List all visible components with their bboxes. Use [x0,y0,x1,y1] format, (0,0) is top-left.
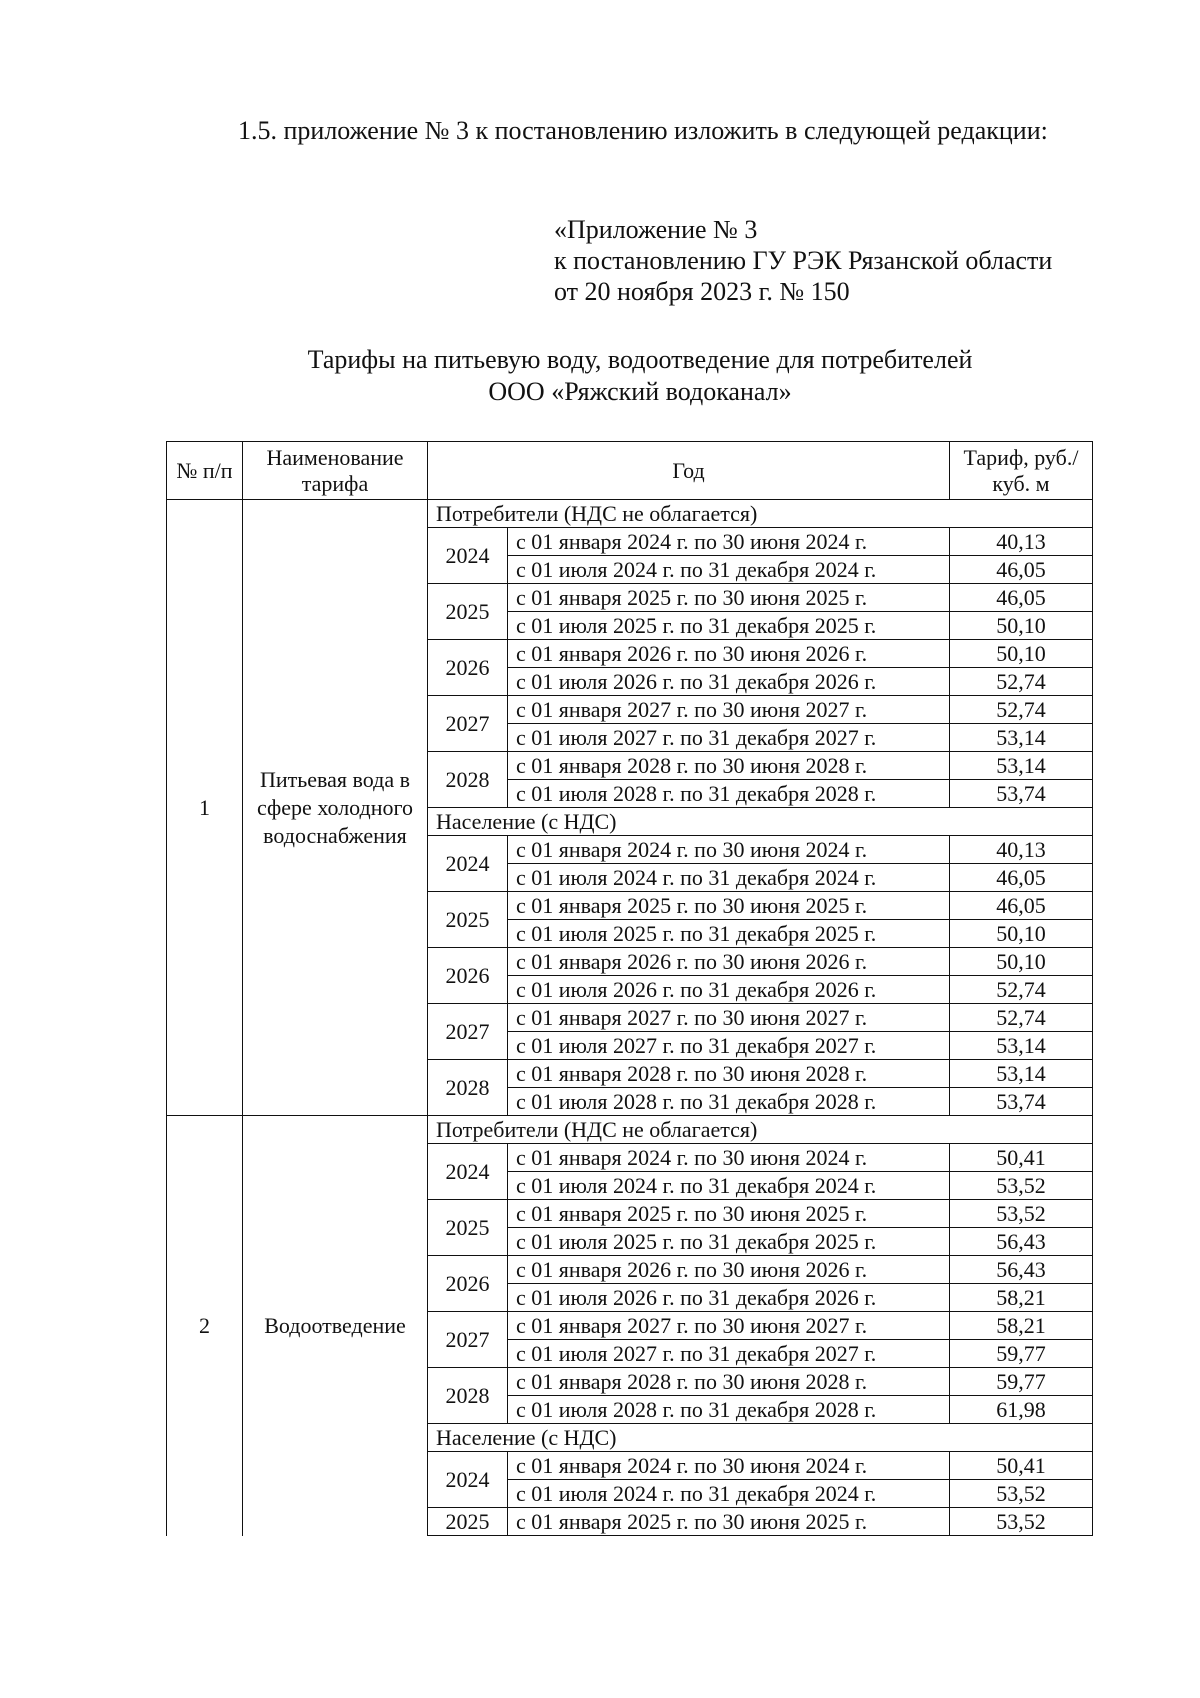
intro-paragraph [166,112,1114,149]
rate-cell: 50,41 [950,1452,1093,1480]
appendix-line-3: от 20 ноября 2023 г. № 150 [554,277,850,306]
rate-cell: 56,43 [950,1256,1093,1284]
rate-cell: 53,74 [950,1088,1093,1116]
period-cell: с 01 января 2027 г. по 30 июня 2027 г. [508,1312,950,1340]
period-cell: с 01 января 2025 г. по 30 июня 2025 г. [508,892,950,920]
period-cell: с 01 июля 2025 г. по 31 декабря 2025 г. [508,1228,950,1256]
rate-cell: 59,77 [950,1368,1093,1396]
rate-cell: 52,74 [950,696,1093,724]
period-cell: с 01 января 2026 г. по 30 июня 2026 г. [508,948,950,976]
period-cell: с 01 января 2028 г. по 30 июня 2028 г. [508,1060,950,1088]
period-cell: с 01 января 2026 г. по 30 июня 2026 г. [508,640,950,668]
period-cell: с 01 июля 2028 г. по 31 декабря 2028 г. [508,1088,950,1116]
rate-cell: 46,05 [950,864,1093,892]
period-cell: с 01 июля 2027 г. по 31 декабря 2027 г. [508,1340,950,1368]
category-row [167,500,1093,528]
rate-cell: 40,13 [950,528,1093,556]
year-cell: 2024 [428,836,508,892]
year-cell: 2025 [428,584,508,640]
rate-cell: 40,13 [950,836,1093,864]
rate-cell: 59,77 [950,1340,1093,1368]
period-cell: с 01 июля 2024 г. по 31 декабря 2024 г. [508,556,950,584]
rate-cell: 58,21 [950,1312,1093,1340]
appendix-line-2: к постановлению ГУ РЭК Рязанской области [554,246,1053,275]
period-cell: с 01 июля 2026 г. по 31 декабря 2026 г. [508,976,950,1004]
year-cell: 2028 [428,752,508,808]
rate-cell: 53,74 [950,780,1093,808]
period-cell: с 01 января 2024 г. по 30 июня 2024 г. [508,1144,950,1172]
year-cell: 2024 [428,528,508,584]
period-cell: с 01 января 2028 г. по 30 июня 2028 г. [508,752,950,780]
year-cell: 2028 [428,1060,508,1116]
period-cell: с 01 января 2028 г. по 30 июня 2028 г. [508,1368,950,1396]
appendix-heading [554,214,1154,307]
header-num: № п/п [167,442,243,500]
rate-cell: 58,21 [950,1284,1093,1312]
period-cell: с 01 января 2025 г. по 30 июня 2025 г. [508,584,950,612]
rate-cell: 52,74 [950,1004,1093,1032]
rate-cell: 50,10 [950,612,1093,640]
year-cell: 2025 [428,1508,508,1536]
header-name: Наименование тарифа [243,442,428,500]
rate-cell: 53,14 [950,1060,1093,1088]
year-cell: 2027 [428,1004,508,1060]
tariff-table-body [167,442,1093,1536]
rate-cell: 46,05 [950,556,1093,584]
row-number: 2 [167,1116,243,1536]
rate-cell: 53,14 [950,1032,1093,1060]
row-number: 1 [167,500,243,1116]
rate-cell: 52,74 [950,976,1093,1004]
period-cell: с 01 января 2027 г. по 30 июня 2027 г. [508,696,950,724]
intro-text: 1.5. приложение № 3 к постановлению изложить в следующей редакции: [238,116,1048,145]
header-year: Год [428,442,950,500]
rate-cell: 46,05 [950,892,1093,920]
document-title [166,344,1114,408]
category-row [167,1116,1093,1144]
consumer-category: Потребители (НДС не облагается) [428,500,1093,528]
period-cell: с 01 января 2024 г. по 30 июня 2024 г. [508,528,950,556]
period-cell: с 01 июля 2025 г. по 31 декабря 2025 г. [508,920,950,948]
header-rate: Тариф, руб./куб. м [950,442,1093,500]
year-cell: 2026 [428,948,508,1004]
year-cell: 2026 [428,1256,508,1312]
appendix-line-1: «Приложение № 3 [554,215,758,244]
period-cell: с 01 июля 2028 г. по 31 декабря 2028 г. [508,780,950,808]
rate-cell: 53,52 [950,1172,1093,1200]
period-cell: с 01 июля 2027 г. по 31 декабря 2027 г. [508,724,950,752]
consumer-category: Население (с НДС) [428,1424,1093,1452]
rate-cell: 53,14 [950,752,1093,780]
rate-cell: 53,52 [950,1508,1093,1536]
year-cell: 2027 [428,1312,508,1368]
period-cell: с 01 июля 2025 г. по 31 декабря 2025 г. [508,612,950,640]
year-cell: 2027 [428,696,508,752]
rate-cell: 50,41 [950,1144,1093,1172]
year-cell: 2028 [428,1368,508,1424]
rate-cell: 50,10 [950,640,1093,668]
consumer-category: Потребители (НДС не облагается) [428,1116,1093,1144]
period-cell: с 01 июля 2028 г. по 31 декабря 2028 г. [508,1396,950,1424]
period-cell: с 01 января 2026 г. по 30 июня 2026 г. [508,1256,950,1284]
table-header-row [167,442,1093,500]
title-line-1: Тарифы на питьевую воду, водоотведение для потребителей [307,345,973,374]
year-cell: 2024 [428,1452,508,1508]
year-cell: 2025 [428,892,508,948]
tariff-name: Питьевая вода в сфере холодного водоснабжения [243,500,428,1116]
period-cell: с 01 июля 2027 г. по 31 декабря 2027 г. [508,1032,950,1060]
period-cell: с 01 июля 2024 г. по 31 декабря 2024 г. [508,1480,950,1508]
rate-cell: 61,98 [950,1396,1093,1424]
rate-cell: 56,43 [950,1228,1093,1256]
rate-cell: 53,14 [950,724,1093,752]
period-cell: с 01 июля 2024 г. по 31 декабря 2024 г. [508,1172,950,1200]
rate-cell: 52,74 [950,668,1093,696]
period-cell: с 01 января 2024 г. по 30 июня 2024 г. [508,1452,950,1480]
rate-cell: 53,52 [950,1480,1093,1508]
year-cell: 2025 [428,1200,508,1256]
year-cell: 2026 [428,640,508,696]
tariff-name: Водоотведение [243,1116,428,1536]
period-cell: с 01 июля 2026 г. по 31 декабря 2026 г. [508,1284,950,1312]
title-line-2: ООО «Ряжский водоканал» [488,377,792,406]
year-cell: 2024 [428,1144,508,1200]
period-cell: с 01 июля 2024 г. по 31 декабря 2024 г. [508,864,950,892]
period-cell: с 01 января 2025 г. по 30 июня 2025 г. [508,1200,950,1228]
period-cell: с 01 января 2024 г. по 30 июня 2024 г. [508,836,950,864]
tariff-table [166,441,1093,1536]
rate-cell: 50,10 [950,948,1093,976]
rate-cell: 46,05 [950,584,1093,612]
rate-cell: 50,10 [950,920,1093,948]
period-cell: с 01 января 2025 г. по 30 июня 2025 г. [508,1508,950,1536]
consumer-category: Население (с НДС) [428,808,1093,836]
period-cell: с 01 января 2027 г. по 30 июня 2027 г. [508,1004,950,1032]
period-cell: с 01 июля 2026 г. по 31 декабря 2026 г. [508,668,950,696]
rate-cell: 53,52 [950,1200,1093,1228]
